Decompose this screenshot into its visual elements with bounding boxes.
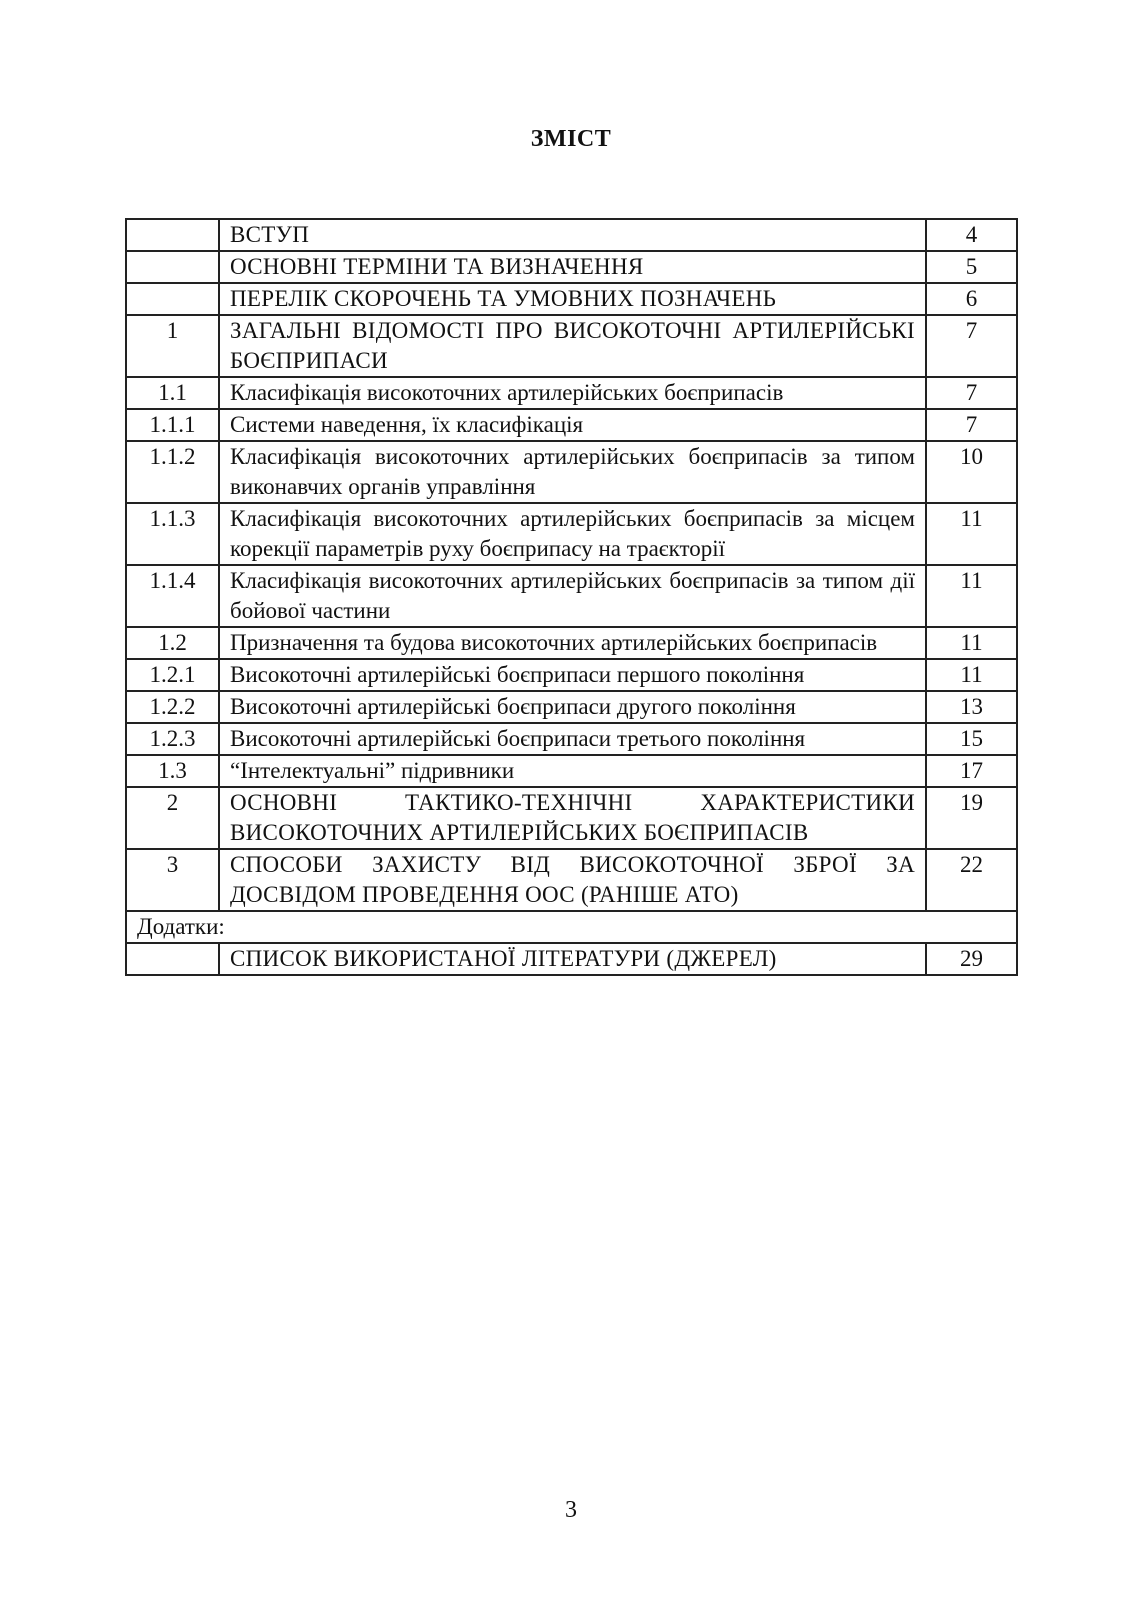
toc-section-number: 1.2 [126,627,219,659]
toc-row [126,409,1017,441]
toc-section-number: 1.2.3 [126,723,219,755]
toc-row [126,503,1017,565]
toc-page-number: 11 [926,627,1017,659]
toc-section-number: 1.1.3 [126,503,219,565]
toc-section-number: 1.2.1 [126,659,219,691]
toc-section-title: Призначення та будова високоточних артилерійських боєприпасів [219,627,926,659]
toc-row [126,283,1017,315]
toc-section-title: ЗАГАЛЬНІ ВІДОМОСТІ ПРО ВИСОКОТОЧНІ АРТИЛЕРІЙСЬКІ БОЄПРИПАСИ [219,315,926,377]
toc-row [126,723,1017,755]
toc-page-number: 22 [926,849,1017,911]
toc-section-number: 1.1.4 [126,565,219,627]
toc-page-number: 29 [926,943,1017,975]
toc-page-number: 7 [926,377,1017,409]
toc-page-number: 10 [926,441,1017,503]
toc-section-number: 1.1.2 [126,441,219,503]
toc-page-number: 19 [926,787,1017,849]
toc-page-number: 15 [926,723,1017,755]
page-title: ЗМІСТ [530,126,612,152]
toc-page-number: 11 [926,659,1017,691]
toc-section-title: Класифікація високоточних артилерійських боєприпасів за типом дії бойової частини [219,565,926,627]
toc-section-number [126,943,219,975]
toc-section-number: 1.1 [126,377,219,409]
toc-row [126,659,1017,691]
toc-section-title: ОСНОВНІ ТАКТИКО-ТЕХНІЧНІ ХАРАКТЕРИСТИКИ ВИСОКОТОЧНИХ АРТИЛЕРІЙСЬКИХ БОЄПРИПАСІВ [219,787,926,849]
toc-row [126,219,1017,251]
toc-page-number: 5 [926,251,1017,283]
toc-section-title: ПЕРЕЛІК СКОРОЧЕНЬ ТА УМОВНИХ ПОЗНАЧЕНЬ [219,283,926,315]
toc-section-title: СПОСОБИ ЗАХИСТУ ВІД ВИСОКОТОЧНОЇ ЗБРОЇ ЗА ДОСВІДОМ ПРОВЕДЕННЯ ООС (РАНІШЕ АТО) [219,849,926,911]
toc-section-number: 3 [126,849,219,911]
table-of-contents [125,218,1018,976]
toc-section-title: Класифікація високоточних артилерійських боєприпасів за типом виконавчих органів управління [219,441,926,503]
toc-page-number: 4 [926,219,1017,251]
toc-section-number: 1 [126,315,219,377]
toc-page-number: 11 [926,565,1017,627]
toc-row [126,315,1017,377]
toc-row [126,565,1017,627]
toc-page-number: 13 [926,691,1017,723]
toc-row [126,441,1017,503]
toc-section-number: 1.2.2 [126,691,219,723]
toc-section-title: Системи наведення, їх класифікація [219,409,926,441]
toc-section-number [126,251,219,283]
toc-row [126,943,1017,975]
toc-section-number [126,219,219,251]
toc-section-title: Класифікація високоточних артилерійських боєприпасів за місцем корекції параметрів руху боєприпасу на траєкторії [219,503,926,565]
toc-section-number: 1.3 [126,755,219,787]
page-number: 3 [565,1497,577,1523]
toc-section-title: ОСНОВНІ ТЕРМІНИ ТА ВИЗНАЧЕННЯ [219,251,926,283]
toc-section-number [126,283,219,315]
toc-section-title: ВСТУП [219,219,926,251]
toc-row [126,787,1017,849]
toc-page-number: 6 [926,283,1017,315]
toc-section-title: СПИСОК ВИКОРИСТАНОЇ ЛІТЕРАТУРИ (ДЖЕРЕЛ) [219,943,926,975]
toc-appendix-label: Додатки: [126,911,1017,943]
toc-page-number: 7 [926,409,1017,441]
toc-section-number: 2 [126,787,219,849]
toc-row [126,251,1017,283]
toc-row [126,849,1017,911]
toc-section-title: “Інтелектуальні” підривники [219,755,926,787]
toc-section-number: 1.1.1 [126,409,219,441]
toc-row [126,691,1017,723]
toc-row [126,755,1017,787]
toc-page-number: 11 [926,503,1017,565]
toc-section-title: Високоточні артилерійські боєприпаси другого покоління [219,691,926,723]
toc-appendix-row [126,911,1017,943]
toc-page-number: 17 [926,755,1017,787]
toc-section-title: Високоточні артилерійські боєприпаси третього покоління [219,723,926,755]
toc-row [126,377,1017,409]
toc-row [126,627,1017,659]
toc-section-title: Високоточні артилерійські боєприпаси першого покоління [219,659,926,691]
toc-page-number: 7 [926,315,1017,377]
toc-section-title: Класифікація високоточних артилерійських боєприпасів [219,377,926,409]
